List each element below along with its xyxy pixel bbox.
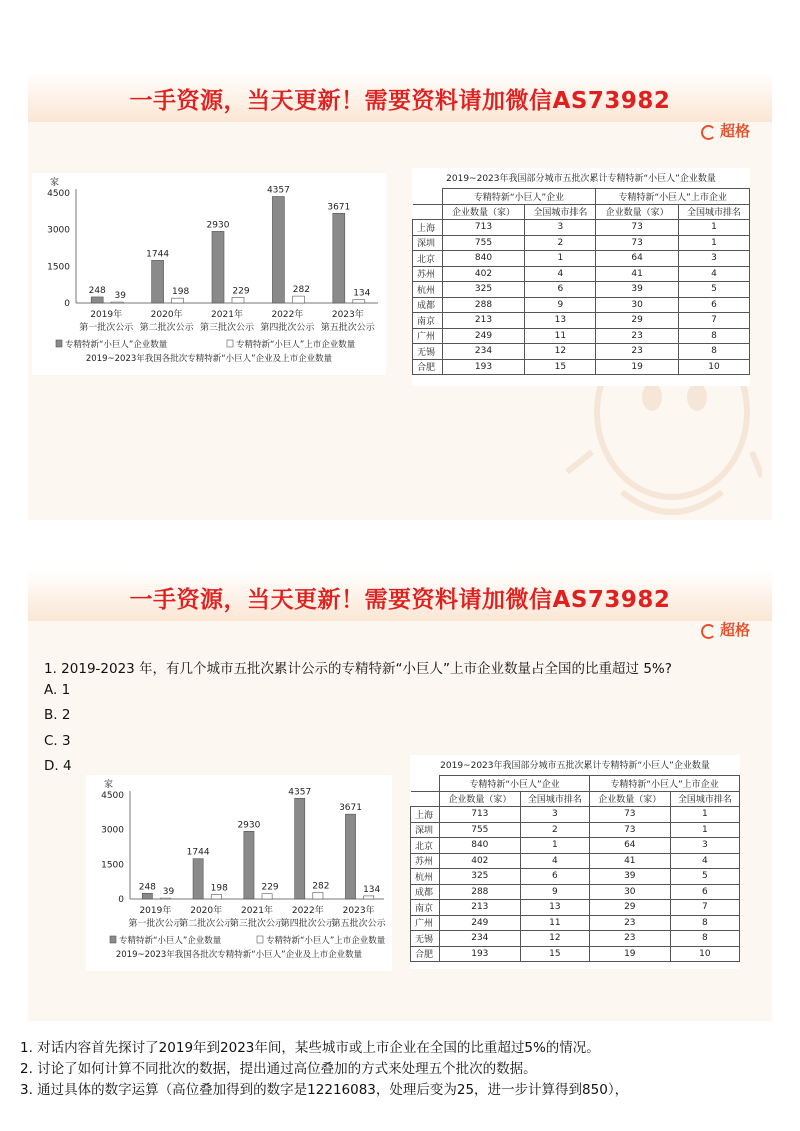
cell-city: 杭州 xyxy=(411,869,440,885)
cell-company-count: 325 xyxy=(442,282,525,298)
bar-chart-svg xyxy=(32,173,386,375)
cell-listed-count: 41 xyxy=(589,853,670,869)
data-label-listed: 229 xyxy=(261,882,279,893)
city-table-1 xyxy=(412,168,750,386)
data-label-company: 4357 xyxy=(288,787,312,798)
cell-company-rank: 1 xyxy=(525,251,596,267)
x-tick-year: 2023年 xyxy=(331,310,364,320)
legend-label-company: 专精特新“小巨人”企业数量 xyxy=(65,340,168,350)
table-row xyxy=(413,328,750,344)
y-tick-label: 1500 xyxy=(101,860,124,871)
bar-listed xyxy=(111,302,123,303)
table-row xyxy=(413,344,750,360)
cell-listed-rank: 1 xyxy=(670,807,739,823)
x-tick-batch: 第二批次公示 xyxy=(139,323,194,333)
cell-city: 杭州 xyxy=(413,282,443,298)
cell-listed-count: 23 xyxy=(589,915,670,931)
bar-listed xyxy=(292,296,304,303)
cell-company-rank: 15 xyxy=(525,359,596,375)
header-group-b: 专精特新“小巨人”上市企业 xyxy=(589,776,739,792)
slide-1 xyxy=(28,72,772,520)
cell-company-rank: 11 xyxy=(520,915,589,931)
table-row xyxy=(413,282,750,298)
header-group-a: 专精特新“小巨人”企业 xyxy=(440,776,590,792)
table-row xyxy=(411,822,740,838)
summary-line-1: 1. 对话内容首先探讨了2019年到2023年间，某些城市或上市企业在全国的比重超过5%的情况。 xyxy=(20,1040,600,1056)
bar-company xyxy=(212,231,224,303)
header-count-a: 企业数量（家） xyxy=(440,791,521,807)
summary-notes xyxy=(20,1038,790,1101)
cell-city: 合肥 xyxy=(413,359,443,375)
brand-logo xyxy=(701,619,750,640)
bar-listed xyxy=(232,297,244,303)
cell-city: 北京 xyxy=(411,838,440,854)
cell-listed-count: 73 xyxy=(589,807,670,823)
cell-company-rank: 1 xyxy=(520,838,589,854)
table-row xyxy=(411,900,740,916)
cell-city: 成都 xyxy=(411,884,440,900)
cell-listed-rank: 3 xyxy=(670,838,739,854)
table-subheader-row xyxy=(413,204,750,220)
x-tick-batch: 第一批次公示 xyxy=(79,323,134,333)
cell-company-count: 213 xyxy=(440,900,521,916)
cell-city: 无锡 xyxy=(413,344,443,360)
cell-listed-rank: 1 xyxy=(670,822,739,838)
y-axis-unit: 家 xyxy=(104,780,114,790)
option-a[interactable]: A. 1 xyxy=(44,682,71,698)
x-tick-year: 2020年 xyxy=(190,906,223,916)
data-label-listed: 198 xyxy=(172,287,190,298)
table-header-row xyxy=(411,776,740,792)
cell-listed-count: 30 xyxy=(589,884,670,900)
question-text: 1. 2019-2023 年，有几个城市五批次累计公示的专精特新“小巨人”上市企业数量占全国的比重超过 5%? xyxy=(44,661,672,677)
cell-company-rank: 11 xyxy=(525,328,596,344)
cell-listed-count: 39 xyxy=(589,869,670,885)
bar-chart-1 xyxy=(32,173,386,375)
cell-company-count: 249 xyxy=(440,915,521,931)
cell-listed-rank: 8 xyxy=(678,344,749,360)
x-tick-batch: 第四批次公示 xyxy=(260,323,315,333)
cell-listed-count: 29 xyxy=(589,900,670,916)
bar-listed xyxy=(172,298,184,303)
header-rank-b: 全国城市排名 xyxy=(670,791,739,807)
cell-listed-rank: 8 xyxy=(678,328,749,344)
cell-company-count: 325 xyxy=(440,869,521,885)
cell-company-rank: 2 xyxy=(520,822,589,838)
bar-listed xyxy=(353,300,365,303)
cell-city: 苏州 xyxy=(411,853,440,869)
cell-listed-rank: 10 xyxy=(678,359,749,375)
cell-city: 上海 xyxy=(411,807,440,823)
city-table-grid xyxy=(410,775,740,962)
data-label-company: 1744 xyxy=(186,847,210,858)
cell-listed-count: 23 xyxy=(596,344,679,360)
legend-swatch-listed xyxy=(227,340,233,347)
chart-caption: 2019~2023年我国各批次专精特新“小巨人”企业及上市企业数量 xyxy=(85,354,333,364)
cell-listed-count: 29 xyxy=(596,313,679,329)
cell-company-rank: 13 xyxy=(525,313,596,329)
y-tick-label: 3000 xyxy=(47,225,70,236)
table-row xyxy=(413,313,750,329)
cell-listed-rank: 6 xyxy=(678,297,749,313)
cell-city: 南京 xyxy=(411,900,440,916)
cell-city: 苏州 xyxy=(413,266,443,282)
cell-listed-rank: 5 xyxy=(670,869,739,885)
table-row xyxy=(413,220,750,236)
header-blank xyxy=(413,204,443,220)
cell-company-count: 288 xyxy=(440,884,521,900)
x-tick-batch: 第三批次公示 xyxy=(199,323,255,333)
slide-2 xyxy=(28,571,772,1021)
cell-listed-rank: 1 xyxy=(678,235,749,251)
cell-company-rank: 4 xyxy=(520,853,589,869)
summary-line-3: 3. 通过具体的数字运算（高位叠加得到的数字是12216083，处理后变为25，进一步计算得到850）， xyxy=(20,1082,629,1098)
header-rank-a: 全国城市排名 xyxy=(525,204,596,220)
y-tick-label: 4500 xyxy=(101,791,124,801)
header-count-a: 企业数量（家） xyxy=(442,204,525,220)
data-label-listed: 282 xyxy=(292,285,310,296)
y-tick-label: 1500 xyxy=(47,262,70,273)
header-group-b: 专精特新“小巨人”上市企业 xyxy=(596,189,750,205)
table-subheader-row xyxy=(411,791,740,807)
legend-label-listed: 专精特新“小巨人”上市企业数量 xyxy=(236,340,356,350)
data-label-company: 3671 xyxy=(327,202,351,213)
cell-company-count: 193 xyxy=(442,359,525,375)
header-count-b: 企业数量（家） xyxy=(589,791,670,807)
brand-g-icon xyxy=(701,624,716,639)
bar-company xyxy=(91,297,103,303)
cell-company-rank: 4 xyxy=(525,266,596,282)
bar-chart-svg xyxy=(86,775,392,971)
x-tick-batch: 第五批次公示 xyxy=(331,919,386,929)
bar-listed xyxy=(364,896,374,899)
x-tick-year: 2019年 xyxy=(90,310,123,320)
cell-company-count: 234 xyxy=(442,344,525,360)
cell-listed-count: 39 xyxy=(596,282,679,298)
cell-company-count: 713 xyxy=(442,220,525,236)
cell-listed-count: 73 xyxy=(596,220,679,236)
chart-caption: 2019~2023年我国各批次专精特新“小巨人”企业及上市企业数量 xyxy=(115,950,363,960)
x-tick-year: 2019年 xyxy=(139,906,172,916)
cell-listed-rank: 8 xyxy=(670,915,739,931)
cell-city: 广州 xyxy=(411,915,440,931)
cell-company-count: 402 xyxy=(440,853,521,869)
cell-listed-rank: 8 xyxy=(670,931,739,947)
data-label-listed: 134 xyxy=(353,288,371,299)
table-row xyxy=(411,853,740,869)
cell-city: 成都 xyxy=(413,297,443,313)
cell-city: 深圳 xyxy=(413,235,443,251)
cell-listed-rank: 7 xyxy=(678,313,749,329)
data-label-listed: 198 xyxy=(210,883,228,894)
bar-company xyxy=(295,798,305,899)
table-row xyxy=(411,869,740,885)
cell-company-rank: 13 xyxy=(520,900,589,916)
cell-listed-rank: 7 xyxy=(670,900,739,916)
cell-company-count: 213 xyxy=(442,313,525,329)
cell-city: 北京 xyxy=(413,251,443,267)
x-tick-batch: 第二批次公示 xyxy=(179,919,234,929)
cell-city: 广州 xyxy=(413,328,443,344)
cell-city: 上海 xyxy=(413,220,443,236)
cell-company-rank: 9 xyxy=(525,297,596,313)
option-d[interactable]: D. 4 xyxy=(44,758,72,774)
bar-company xyxy=(345,814,355,899)
cell-company-count: 249 xyxy=(442,328,525,344)
x-tick-batch: 第四批次公示 xyxy=(280,919,335,929)
table-header-row xyxy=(413,189,750,205)
cell-company-count: 234 xyxy=(440,931,521,947)
table-row xyxy=(413,297,750,313)
legend-swatch-listed xyxy=(257,936,263,943)
bar-chart-2 xyxy=(86,775,392,971)
data-label-company: 2930 xyxy=(237,820,261,831)
bar-listed xyxy=(262,894,272,899)
x-tick-year: 2021年 xyxy=(211,310,243,320)
banner-title: 一手资源，当天更新！需要资料请加微信AS73982 xyxy=(129,587,671,613)
header-count-b: 企业数量（家） xyxy=(596,204,679,220)
cell-listed-count: 73 xyxy=(589,822,670,838)
cell-company-rank: 15 xyxy=(520,946,589,962)
legend-swatch-company xyxy=(56,340,62,347)
bar-listed xyxy=(313,892,323,899)
data-label-company: 1744 xyxy=(146,249,170,260)
city-table-2 xyxy=(410,755,740,969)
cell-listed-rank: 6 xyxy=(670,884,739,900)
bar-listed xyxy=(211,894,221,899)
table-row xyxy=(411,807,740,823)
cell-company-rank: 9 xyxy=(520,884,589,900)
data-label-listed: 39 xyxy=(162,887,175,898)
y-tick-label: 4500 xyxy=(47,189,70,199)
header-group-a: 专精特新“小巨人”企业 xyxy=(442,189,596,205)
bar-company xyxy=(333,213,345,303)
cell-listed-rank: 10 xyxy=(670,946,739,962)
brand-name: 超格 xyxy=(719,122,750,140)
x-tick-batch: 第一批次公示 xyxy=(128,919,183,929)
x-tick-batch: 第三批次公示 xyxy=(229,919,285,929)
data-label-company: 248 xyxy=(138,882,156,893)
cell-company-rank: 6 xyxy=(525,282,596,298)
table-row xyxy=(411,946,740,962)
data-label-company: 4357 xyxy=(266,185,290,196)
x-tick-year: 2022年 xyxy=(291,906,324,916)
cell-company-count: 755 xyxy=(442,235,525,251)
cell-listed-count: 23 xyxy=(589,931,670,947)
bar-company xyxy=(142,893,152,899)
cell-company-count: 713 xyxy=(440,807,521,823)
cell-company-rank: 6 xyxy=(520,869,589,885)
cell-listed-count: 30 xyxy=(596,297,679,313)
cell-company-count: 402 xyxy=(442,266,525,282)
x-tick-year: 2022年 xyxy=(271,310,304,320)
table-row xyxy=(413,266,750,282)
cell-listed-count: 64 xyxy=(596,251,679,267)
cell-listed-count: 19 xyxy=(596,359,679,375)
data-label-listed: 39 xyxy=(114,291,126,302)
header-blank xyxy=(411,791,440,807)
cell-company-rank: 2 xyxy=(525,235,596,251)
cell-listed-rank: 3 xyxy=(678,251,749,267)
x-tick-batch: 第五批次公示 xyxy=(320,323,375,333)
data-label-listed: 134 xyxy=(363,884,381,895)
header-blank xyxy=(411,776,440,792)
data-label-listed: 282 xyxy=(312,881,330,892)
y-tick-label: 0 xyxy=(118,895,124,905)
y-tick-label: 0 xyxy=(64,299,70,309)
cell-company-rank: 3 xyxy=(525,220,596,236)
header-rank-b: 全国城市排名 xyxy=(678,204,749,220)
brand-logo xyxy=(701,120,750,141)
table-row xyxy=(413,251,750,267)
table-row xyxy=(411,931,740,947)
data-label-company: 248 xyxy=(88,285,106,296)
cell-listed-count: 23 xyxy=(596,328,679,344)
banner-title: 一手资源，当天更新！需要资料请加微信AS73982 xyxy=(129,88,671,114)
cell-company-rank: 12 xyxy=(525,344,596,360)
summary-line-2: 2. 讨论了如何计算不同批次的数据，提出通过高位叠加的方式来处理五个批次的数据。 xyxy=(20,1061,537,1077)
cell-city: 深圳 xyxy=(411,822,440,838)
header-rank-a: 全国城市排名 xyxy=(520,791,589,807)
legend-label-listed: 专精特新“小巨人”上市企业数量 xyxy=(266,936,386,946)
cell-city: 合肥 xyxy=(411,946,440,962)
cell-company-count: 840 xyxy=(440,838,521,854)
y-axis-unit: 家 xyxy=(50,178,60,188)
city-table-title: 2019~2023年我国部分城市五批次累计专精特新“小巨人”企业数量 xyxy=(446,174,716,184)
cell-company-count: 840 xyxy=(442,251,525,267)
bar-company xyxy=(193,859,203,899)
x-tick-year: 2020年 xyxy=(150,310,183,320)
bar-company xyxy=(272,196,284,303)
data-label-listed: 229 xyxy=(232,286,250,297)
table-row xyxy=(413,235,750,251)
legend-label-company: 专精特新“小巨人”企业数量 xyxy=(119,936,222,946)
header-blank xyxy=(413,189,443,205)
cell-company-rank: 12 xyxy=(520,931,589,947)
x-tick-year: 2023年 xyxy=(342,906,375,916)
cell-company-count: 288 xyxy=(442,297,525,313)
cell-listed-rank: 4 xyxy=(678,266,749,282)
brand-name: 超格 xyxy=(719,621,750,639)
cell-listed-rank: 4 xyxy=(670,853,739,869)
table-row xyxy=(411,884,740,900)
bar-company xyxy=(152,260,164,303)
table-row xyxy=(413,359,750,375)
cell-listed-rank: 1 xyxy=(678,220,749,236)
option-b[interactable]: B. 2 xyxy=(44,707,71,723)
cell-company-rank: 3 xyxy=(520,807,589,823)
cell-listed-count: 19 xyxy=(589,946,670,962)
cell-listed-count: 73 xyxy=(596,235,679,251)
cell-company-count: 193 xyxy=(440,946,521,962)
cell-listed-count: 41 xyxy=(596,266,679,282)
data-label-company: 3671 xyxy=(339,803,362,814)
bar-company xyxy=(244,831,254,899)
cell-listed-count: 64 xyxy=(589,838,670,854)
option-c[interactable]: C. 3 xyxy=(44,733,71,749)
table-row xyxy=(411,915,740,931)
x-tick-year: 2021年 xyxy=(241,906,273,916)
cell-company-count: 755 xyxy=(440,822,521,838)
cell-listed-rank: 5 xyxy=(678,282,749,298)
legend-swatch-company xyxy=(110,936,116,943)
brand-g-icon xyxy=(701,125,716,140)
cell-city: 无锡 xyxy=(411,931,440,947)
table-row xyxy=(411,838,740,854)
cell-city: 南京 xyxy=(413,313,443,329)
city-table-grid xyxy=(412,188,750,375)
slide-2-banner xyxy=(28,571,772,621)
data-label-company: 2930 xyxy=(206,220,230,231)
slide-1-banner xyxy=(28,72,772,122)
city-table-title: 2019~2023年我国部分城市五批次累计专精特新“小巨人”企业数量 xyxy=(440,761,710,771)
bar-listed xyxy=(160,898,170,899)
y-tick-label: 3000 xyxy=(101,825,124,836)
